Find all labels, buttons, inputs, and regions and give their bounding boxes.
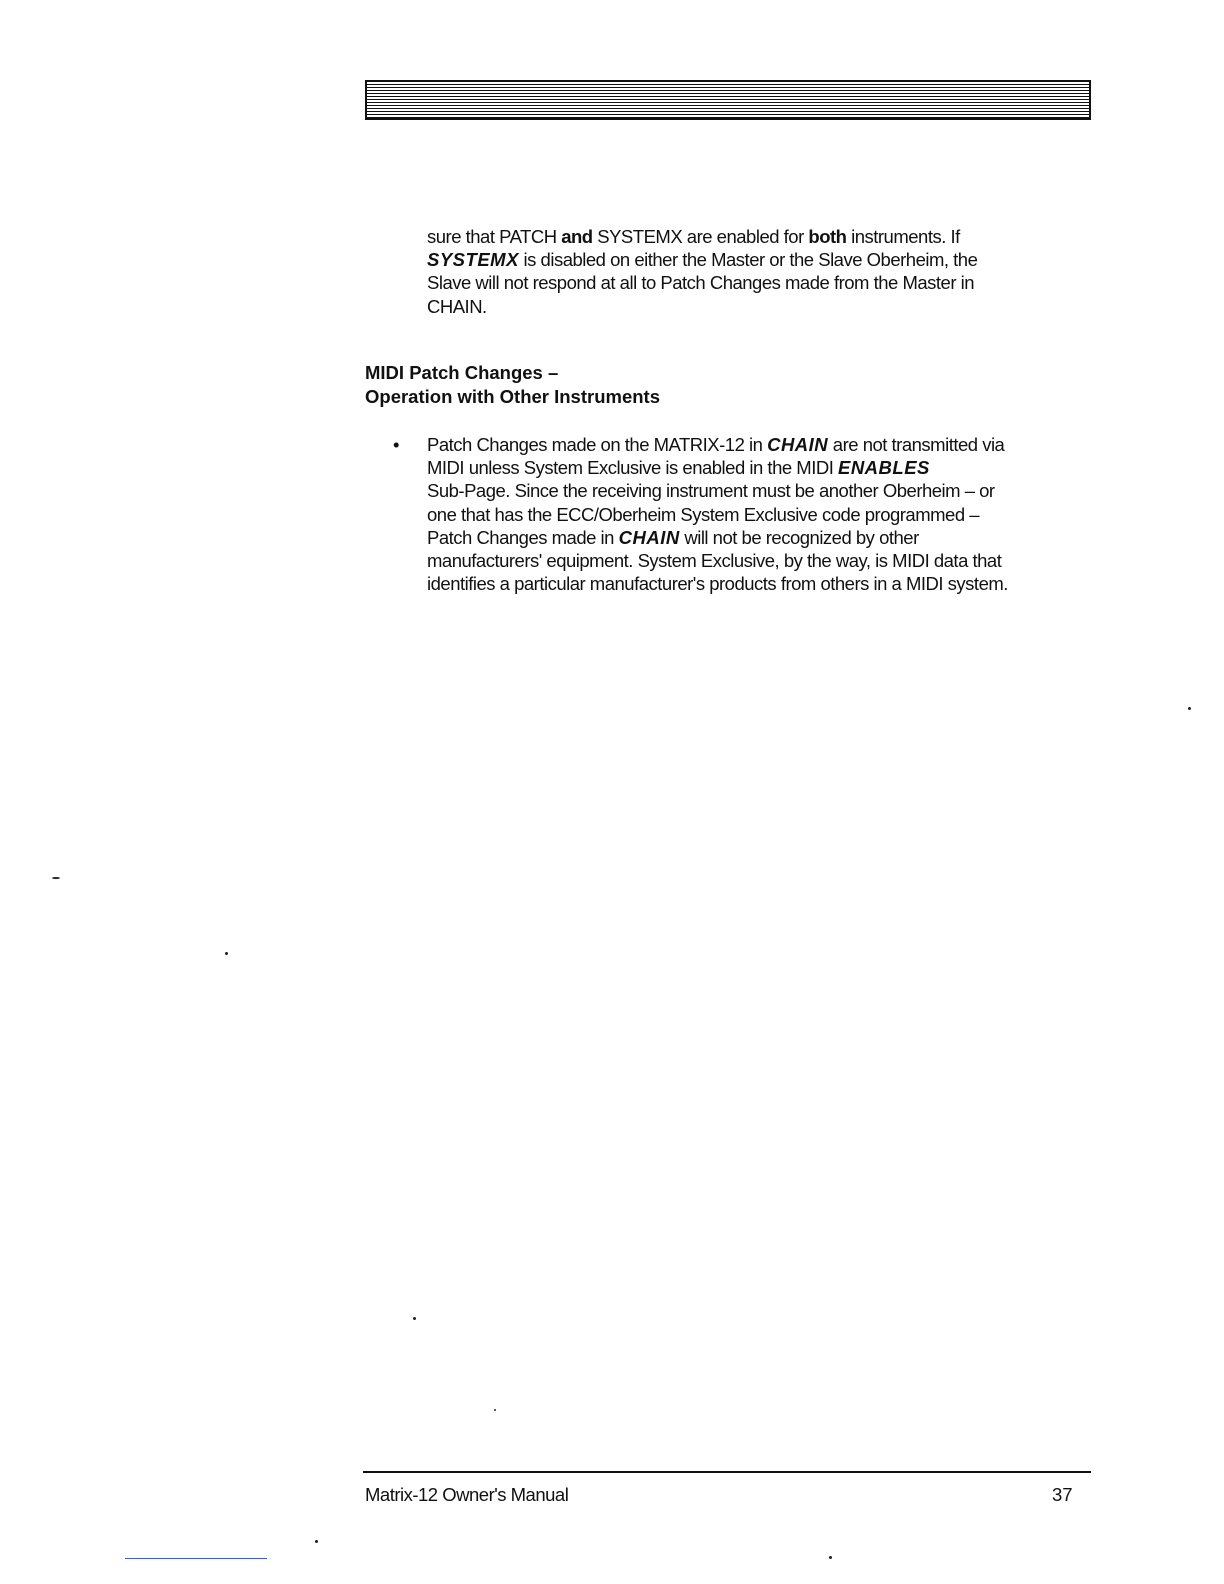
scan-speck	[829, 1556, 832, 1559]
scan-speck	[225, 952, 228, 955]
scan-edge-line	[125, 1558, 267, 1559]
scan-speck	[413, 1317, 416, 1320]
paragraph-text: SYSTEMX are enabled for	[592, 226, 809, 247]
bullet-text-run: identifies a particular manufacturer's products from others in a MIDI system.	[427, 573, 1008, 595]
bullet-text-run: Patch Changes made in	[427, 526, 619, 548]
scan-speck	[494, 1409, 496, 1411]
scan-speck	[315, 1540, 318, 1543]
paragraph-text: instruments. If	[846, 226, 960, 247]
footer-title: Matrix-12 Owner's Manual	[365, 1484, 569, 1505]
paragraph-bold-word: both	[808, 226, 847, 247]
paragraph-text: Slave will not respond at all to Patch Changes made from the Master in	[427, 272, 975, 294]
paragraph-text: CHAIN.	[427, 295, 487, 317]
header-rule-band	[365, 80, 1091, 120]
paragraph-text: is disabled on either the Master or the Slave Oberheim, the	[518, 249, 978, 271]
paragraph-text: sure that PATCH	[427, 226, 562, 247]
bullet-text-run: one that has the ECC/Oberheim System Exclusive code programmed –	[427, 503, 980, 525]
section-heading-line-1: MIDI Patch Changes –	[365, 362, 559, 383]
bullet-marker: •	[393, 434, 399, 455]
bullet-text-run: Sub-Page. Since the receiving instrument must be another Oberheim – or	[427, 480, 995, 502]
bullet-text	[427, 433, 1077, 595]
scan-speck	[52, 877, 60, 879]
bullet-text-run: MIDI unless System Exclusive is enabled in the MIDI	[427, 457, 838, 479]
page-number: 37	[1052, 1484, 1073, 1505]
scan-speck	[1188, 707, 1191, 710]
keyword-systemx: SYSTEMX	[427, 249, 519, 271]
section-heading-line-2: Operation with Other Instruments	[365, 385, 660, 407]
bullet-text-run: will not be recognized by other	[679, 526, 919, 548]
footer-rule	[363, 1471, 1091, 1473]
keyword-enables: ENABLES	[837, 457, 930, 479]
body-paragraph	[427, 225, 1067, 318]
keyword-chain: CHAIN	[618, 526, 680, 548]
bullet-text-run: are not transmitted via	[828, 434, 1005, 455]
bullet-text-run: manufacturers' equipment. System Exclusive, by the way, is MIDI data that	[427, 550, 1002, 572]
keyword-chain: CHAIN	[767, 434, 829, 455]
paragraph-bold-word: and	[561, 226, 593, 247]
bullet-text-run: Patch Changes made on the MATRIX-12 in	[427, 434, 768, 455]
section-heading	[365, 361, 660, 408]
